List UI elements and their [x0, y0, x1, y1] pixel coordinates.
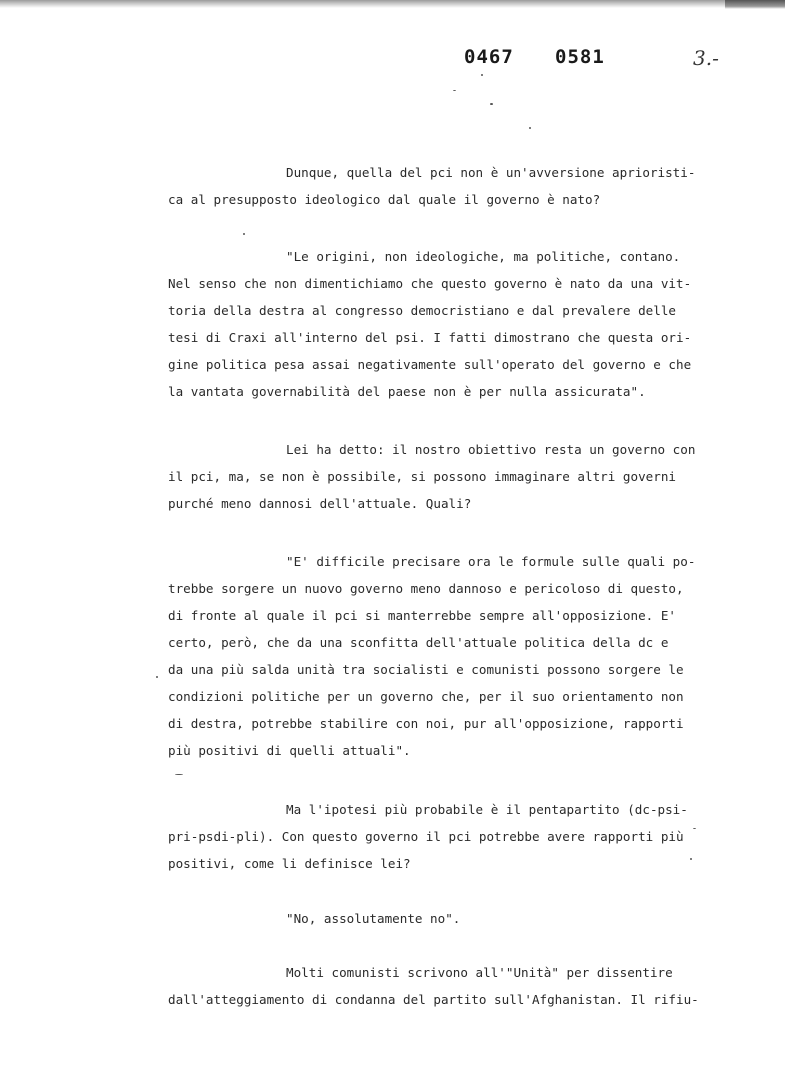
question-paragraph [168, 959, 699, 1013]
scan-speck [156, 676, 158, 678]
page-number: 3.- [693, 46, 719, 70]
text-line: dall'atteggiamento di condanna del partito sull'Afghanistan. Il rifiu- [168, 992, 699, 1007]
text-line: Nel senso che non dimentichiamo che questo governo è nato da una vit- [168, 276, 692, 291]
question-paragraph [168, 436, 695, 517]
text-line: purché meno dannosi dell'attuale. Quali? [168, 496, 472, 511]
question-paragraph [168, 796, 688, 877]
text-line: ca al presupposto ideologico dal quale il governo è nato? [168, 192, 601, 207]
text-line: Molti comunisti scrivono all'"Unità" per dissentire [286, 965, 673, 980]
answer-paragraph [168, 548, 695, 764]
text-line: di fronte al quale il pci si manterrebbe sempre all'opposizione. E' [168, 608, 676, 623]
answer-paragraph [168, 905, 460, 932]
scan-speck [453, 90, 456, 91]
text-line: di destra, potrebbe stabilire con noi, pur all'opposizione, rapporti [168, 716, 684, 731]
text-line: condizioni politiche per un governo che, per il suo orientamento non [168, 689, 684, 704]
text-line: positivi, come li definisce lei? [168, 856, 411, 871]
scan-speck [529, 127, 531, 129]
text-line: gine politica pesa assai negativamente sull'operato del governo e che [168, 357, 692, 372]
scan-speck [693, 828, 696, 829]
scan-speck [481, 74, 483, 76]
scan-speck [175, 774, 183, 775]
question-paragraph [168, 159, 695, 213]
document-stamp-left: 0467 [464, 46, 514, 68]
scan-top-edge-shadow [725, 0, 785, 9]
text-line: Dunque, quella del pci non è un'avversione aprioristi- [286, 165, 696, 180]
text-line: da una più salda unità tra socialisti e comunisti possono sorgere le [168, 662, 684, 677]
text-line: "No, assolutamente no". [286, 911, 461, 926]
text-line: pri-psdi-pli). Con questo governo il pci potrebbe avere rapporti più [168, 829, 684, 844]
text-line: più positivi di quelli attuali". [168, 743, 411, 758]
text-line: "Le origini, non ideologiche, ma politiche, contano. [286, 249, 681, 264]
text-line: la vantata governabilità del paese non è per nulla assicurata". [168, 384, 646, 399]
text-line: il pci, ma, se non è possibile, si possono immaginare altri governi [168, 469, 676, 484]
scan-speck [490, 103, 493, 105]
text-line: certo, però, che da una sconfitta dell'attuale politica della dc e [168, 635, 669, 650]
text-line: tesi di Craxi all'interno del psi. I fatti dimostrano che questa ori- [168, 330, 692, 345]
text-line: "E' difficile precisare ora le formule sulle quali po- [286, 554, 696, 569]
scan-speck [243, 233, 245, 235]
text-line: trebbe sorgere un nuovo governo meno dannoso e pericoloso di questo, [168, 581, 684, 596]
text-line: Ma l'ipotesi più probabile è il pentapartito (dc-psi- [286, 802, 688, 817]
text-line: toria della destra al congresso democristiano e dal prevalere delle [168, 303, 676, 318]
scan-speck [690, 858, 692, 860]
scan-top-edge [0, 0, 785, 8]
document-stamp-right: 0581 [555, 46, 605, 68]
answer-paragraph [168, 243, 691, 405]
text-line: Lei ha detto: il nostro obiettivo resta un governo con [286, 442, 696, 457]
